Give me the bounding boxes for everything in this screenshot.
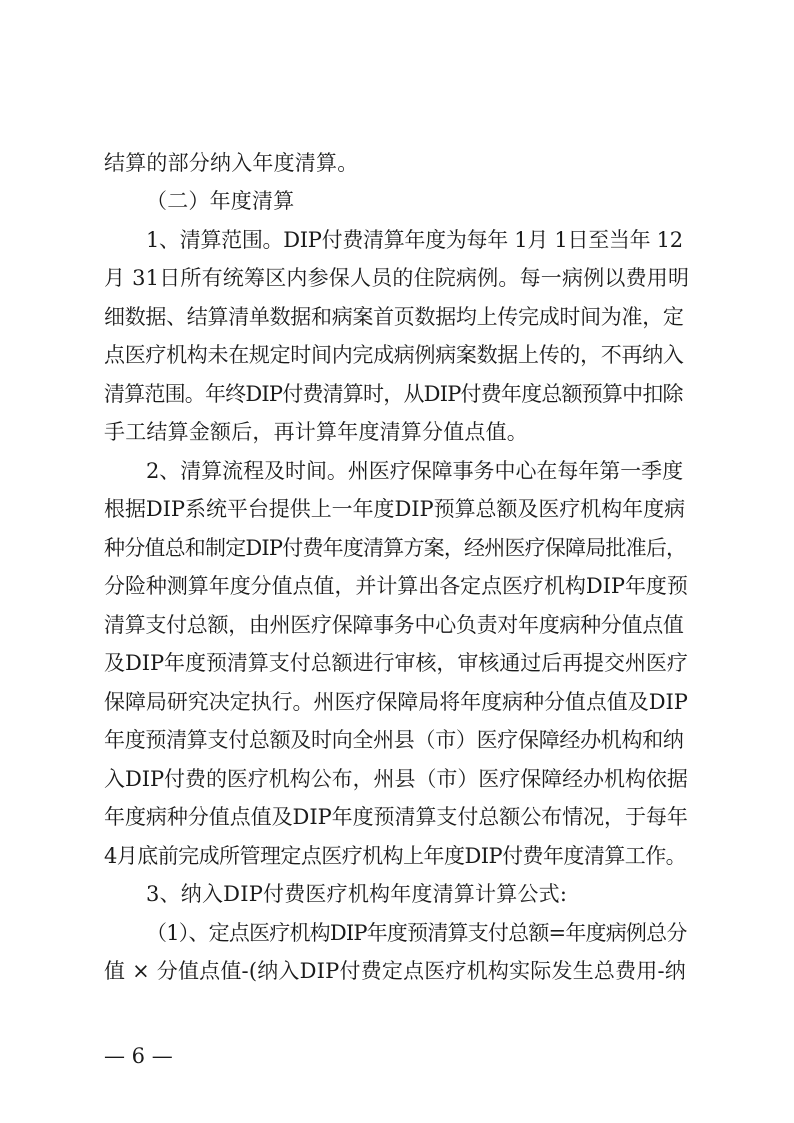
text-line: 细数据、结算清单数据和病案首页数据均上传完成时间为准，定 <box>104 305 684 329</box>
text-line: 年度病种分值点值及DIP年度预清算支付总额公布情况，于每年 <box>104 805 688 829</box>
text-line: 4月底前完成所管理定点医疗机构上年度DIP付费年度清算工作。 <box>104 844 687 868</box>
section-heading: （二）年度清算 <box>146 189 295 213</box>
text-line: 3、纳入DIP付费医疗机构年度清算计算公式: <box>146 882 568 906</box>
text-line: 清算范围。年终DIP付费清算时，从DIP付费年度总额预算中扣除 <box>104 382 683 406</box>
text-line: 月 31日所有统筹区内参保人员的住院病例。每一病例以费用明 <box>104 266 690 290</box>
page-number: — 6 — <box>104 1044 173 1068</box>
text-line: 点医疗机构未在规定时间内完成病例病案数据上传的，不再纳入 <box>104 343 684 367</box>
text-line: 保障局研究决定执行。州医疗保障局将年度病种分值点值及DIP <box>104 690 688 714</box>
text-line: 手工结算金额后，再计算年度清算分值点值。 <box>104 420 528 444</box>
text-line: 结算的部分纳入年度清算。 <box>104 151 359 175</box>
text-line: 2、清算流程及时间。州医疗保障事务中心在每年第一季度 <box>146 459 684 483</box>
text-line: 入DIP付费的医疗机构公布，州县（市）医疗保障经办机构依据 <box>104 767 688 791</box>
text-line: 年度预清算支付总额及时向全州县（市）医疗保障经办机构和纳 <box>104 728 684 752</box>
text-line: 种分值总和制定DIP付费年度清算方案，经州医疗保障局批准后， <box>104 536 687 560</box>
text-line: （1）、定点医疗机构DIP年度预清算支付总额=年度病例总分 <box>146 921 687 945</box>
text-line: 清算支付总额，由州医疗保障事务中心负责对年度病种分值点值 <box>104 613 684 637</box>
text-line: 根据DIP系统平台提供上一年度DIP预算总额及医疗机构年度病 <box>104 497 686 521</box>
text-line: 分险种测算年度分值点值，并计算出各定点医疗机构DIP年度预 <box>104 574 688 598</box>
text-line: 及DIP年度预清算支付总额进行审核，审核通过后再提交州医疗 <box>104 651 688 675</box>
text-line: 值 × 分值点值-(纳入DIP付费定点医疗机构实际发生总费用-纳 <box>104 959 686 983</box>
text-line: 1、清算范围。DIP付费清算年度为每年 1月 1日至当年 12 <box>146 228 683 252</box>
